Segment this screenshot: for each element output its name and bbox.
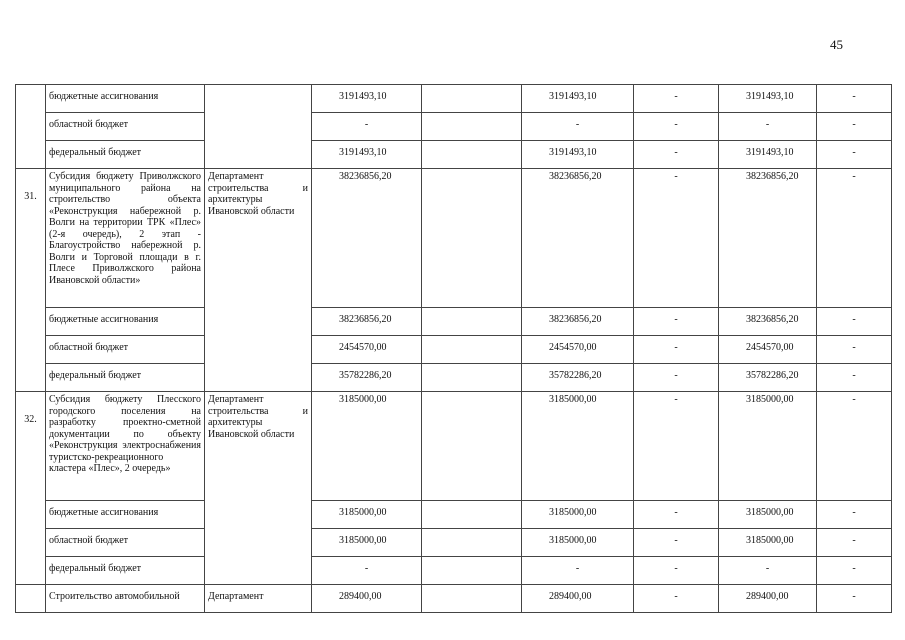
amount-cell: - [817, 85, 892, 113]
amount-cell: - [634, 557, 719, 585]
amount-cell: 3185000,00 [312, 529, 422, 557]
row-label: бюджетные ассигнования [46, 308, 205, 336]
amount-cell [422, 308, 522, 336]
table-body [16, 85, 892, 613]
amount-cell: - [817, 364, 892, 392]
amount-cell: 2454570,00 [522, 336, 634, 364]
amount-cell: 3185000,00 [522, 392, 634, 501]
amount-cell [422, 557, 522, 585]
amount-cell: 35782286,20 [312, 364, 422, 392]
amount-cell: 3191493,10 [522, 141, 634, 169]
amount-cell: 3185000,00 [719, 501, 817, 529]
row-number: 31. [16, 169, 46, 392]
amount-cell: 3191493,10 [312, 141, 422, 169]
row-label: федеральный бюджет [46, 364, 205, 392]
row-label: областной бюджет [46, 336, 205, 364]
amount-cell: - [522, 113, 634, 141]
row-label: областной бюджет [46, 113, 205, 141]
row-label: Субсидия бюджету Приволжского муниципального района на строительство объекта «Реконструкция набережной р. Волги на территории ТРК «Плес» (2-я очередь), 2 этап - Благоустройство набережной р. Волги и Торговой площади в г. Плесе Приволжского района Ивановской области» [46, 169, 205, 308]
row-label: бюджетные ассигнования [46, 85, 205, 113]
amount-cell: 35782286,20 [719, 364, 817, 392]
row-number-cell [16, 85, 46, 169]
amount-cell: 3185000,00 [522, 529, 634, 557]
table-row [16, 501, 892, 529]
table-row [16, 392, 892, 501]
amount-cell: - [817, 336, 892, 364]
amount-cell [422, 364, 522, 392]
amount-cell: 3191493,10 [719, 85, 817, 113]
amount-cell: 3185000,00 [312, 392, 422, 501]
amount-cell: - [719, 113, 817, 141]
amount-cell: - [634, 336, 719, 364]
table-row [16, 85, 892, 113]
amount-cell: 3191493,10 [522, 85, 634, 113]
amount-cell: - [634, 392, 719, 501]
amount-cell [422, 336, 522, 364]
amount-cell [422, 113, 522, 141]
row-label: областной бюджет [46, 529, 205, 557]
table-row [16, 113, 892, 141]
amount-cell [422, 392, 522, 501]
amount-cell [422, 501, 522, 529]
amount-cell: - [817, 585, 892, 613]
amount-cell: 289400,00 [719, 585, 817, 613]
amount-cell: 289400,00 [312, 585, 422, 613]
table-row [16, 585, 892, 613]
amount-cell: 38236856,20 [522, 169, 634, 308]
row-label: Строительство автомобильной [46, 585, 205, 613]
page-number: 45 [830, 37, 843, 52]
amount-cell: - [634, 169, 719, 308]
amount-cell: 2454570,00 [312, 336, 422, 364]
budget-table [15, 84, 892, 613]
row-number [16, 585, 46, 613]
row-label: федеральный бюджет [46, 557, 205, 585]
table-row [16, 336, 892, 364]
amount-cell: - [634, 585, 719, 613]
table-row [16, 169, 892, 308]
amount-cell: - [817, 169, 892, 308]
amount-cell: 38236856,20 [522, 308, 634, 336]
table-row [16, 141, 892, 169]
amount-cell: - [312, 113, 422, 141]
amount-cell: 3185000,00 [719, 529, 817, 557]
amount-cell: - [522, 557, 634, 585]
amount-cell: - [719, 557, 817, 585]
department-cell: Департамент строительства и архитектуры Ивановской области [205, 392, 312, 585]
table-row [16, 308, 892, 336]
amount-cell: - [634, 529, 719, 557]
amount-cell [422, 141, 522, 169]
row-number: 32. [16, 392, 46, 585]
amount-cell: - [634, 141, 719, 169]
amount-cell: 289400,00 [522, 585, 634, 613]
amount-cell: - [817, 557, 892, 585]
amount-cell [422, 85, 522, 113]
row-label: Субсидия бюджету Плесского городского поселения на разработку проектно-сметной документации по объекту «Реконструкция электроснабжения туристско-рекреационного кластера «Плес», 2 очередь» [46, 392, 205, 501]
table-row [16, 529, 892, 557]
amount-cell: - [634, 308, 719, 336]
row-label: бюджетные ассигнования [46, 501, 205, 529]
amount-cell: 3185000,00 [522, 501, 634, 529]
amount-cell: 38236856,20 [312, 308, 422, 336]
amount-cell: 3191493,10 [312, 85, 422, 113]
amount-cell: 35782286,20 [522, 364, 634, 392]
amount-cell: - [634, 113, 719, 141]
department-cell [205, 85, 312, 169]
amount-cell: 38236856,20 [719, 308, 817, 336]
amount-cell: 38236856,20 [312, 169, 422, 308]
department-cell: Департамент [205, 585, 312, 613]
amount-cell: - [634, 364, 719, 392]
amount-cell: 3185000,00 [719, 392, 817, 501]
amount-cell: - [817, 308, 892, 336]
amount-cell [422, 529, 522, 557]
amount-cell [422, 585, 522, 613]
table-row [16, 557, 892, 585]
amount-cell: - [817, 113, 892, 141]
amount-cell: - [634, 501, 719, 529]
amount-cell [422, 169, 522, 308]
table-row [16, 364, 892, 392]
amount-cell: 3191493,10 [719, 141, 817, 169]
amount-cell: - [817, 529, 892, 557]
amount-cell: - [634, 85, 719, 113]
department-cell: Департамент строительства и архитектуры Ивановской области [205, 169, 312, 392]
amount-cell: - [817, 392, 892, 501]
amount-cell: 2454570,00 [719, 336, 817, 364]
row-label: федеральный бюджет [46, 141, 205, 169]
amount-cell: 38236856,20 [719, 169, 817, 308]
amount-cell: - [817, 141, 892, 169]
amount-cell: - [817, 501, 892, 529]
amount-cell: - [312, 557, 422, 585]
amount-cell: 3185000,00 [312, 501, 422, 529]
